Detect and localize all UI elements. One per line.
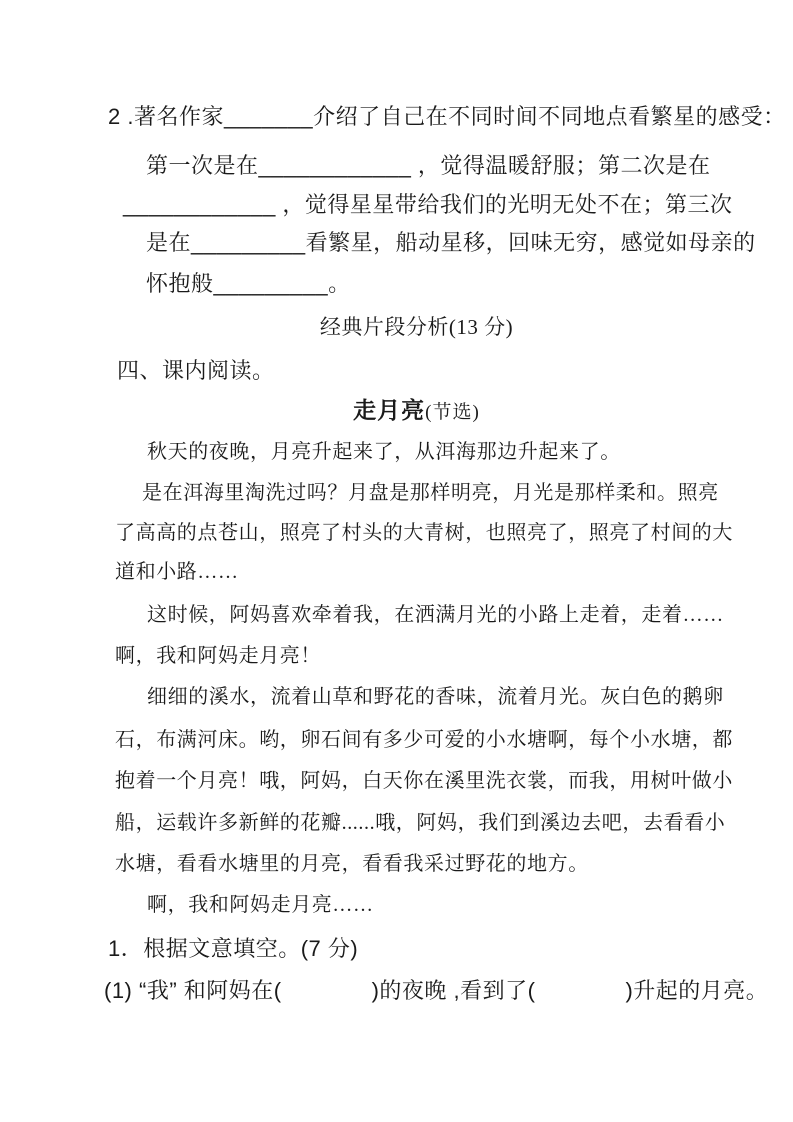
section-analysis-heading: 经典片段分析(13 分) (319, 315, 514, 339)
reading-line-9: 抱着一个月亮！哦，阿妈，白天你在溪里洗衣裳，而我，用树叶做小 (115, 770, 733, 792)
question2-line-2: 第一次是在____________ ，觉得温暖舒服；第二次是在 (146, 153, 711, 178)
reading-line-6: 啊，我和阿妈走月亮！ (115, 645, 321, 667)
reading-line-12: 啊，我和阿妈走月亮…… (147, 894, 374, 916)
reading-line-2: 是在洱海里淘洗过吗？月盘是那样明亮，月光是那样柔和。照亮 (142, 482, 719, 504)
question2-line-1: 2 .著名作家_______介绍了自己在不同时间不同地点看繁星的感受： (108, 104, 786, 129)
reading-line-7: 细细的溪水，流着山草和野花的香味，流着月光。灰白色的鹅卵 (147, 686, 724, 708)
reading-line-3: 了高高的点苍山，照亮了村头的大青树，也照亮了，照亮了村间的大 (115, 522, 733, 544)
reading-line-4: 道和小路…… (115, 561, 239, 583)
reading-title (0, 396, 793, 425)
reading-line-10: 船，运载许多新鲜的花瓣......哦，阿妈，我们到溪边去吧，去看看小 (115, 812, 726, 834)
question2-line-3: ____________ ，觉得星星带给我们的光明无处不在；第三次 (123, 192, 733, 217)
reading-title-main: 走月亮 (353, 397, 426, 423)
reading-title-sub: (节选) (425, 402, 480, 423)
reading-line-1: 秋天的夜晚，月亮升起来了，从洱海那边升起来了。 (147, 441, 621, 463)
reading-line-5: 这时候，阿妈喜欢牵着我，在洒满月光的小路上走着，走着…… (147, 604, 724, 626)
question2-line-4: 是在_________看繁星，船动星移，回味无穷，感觉如母亲的 (146, 230, 756, 255)
section4-label: 四、课内阅读。 (117, 358, 275, 383)
reading-line-11: 水塘，看看水塘里的月亮，看看我采过野花的地方。 (115, 853, 589, 875)
question1-sub1: (1) “我” 和阿妈在( )的夜晚 ,看到了( )升起的月亮。 (104, 978, 769, 1003)
reading-line-8: 石，布满河床。哟，卵石间有多少可爱的小水塘啊，每个小水塘，都 (115, 729, 733, 751)
question1-heading: 1．根据文意填空。(7 分) (108, 936, 359, 961)
question2-line-5: 怀抱般_________。 (146, 271, 351, 296)
